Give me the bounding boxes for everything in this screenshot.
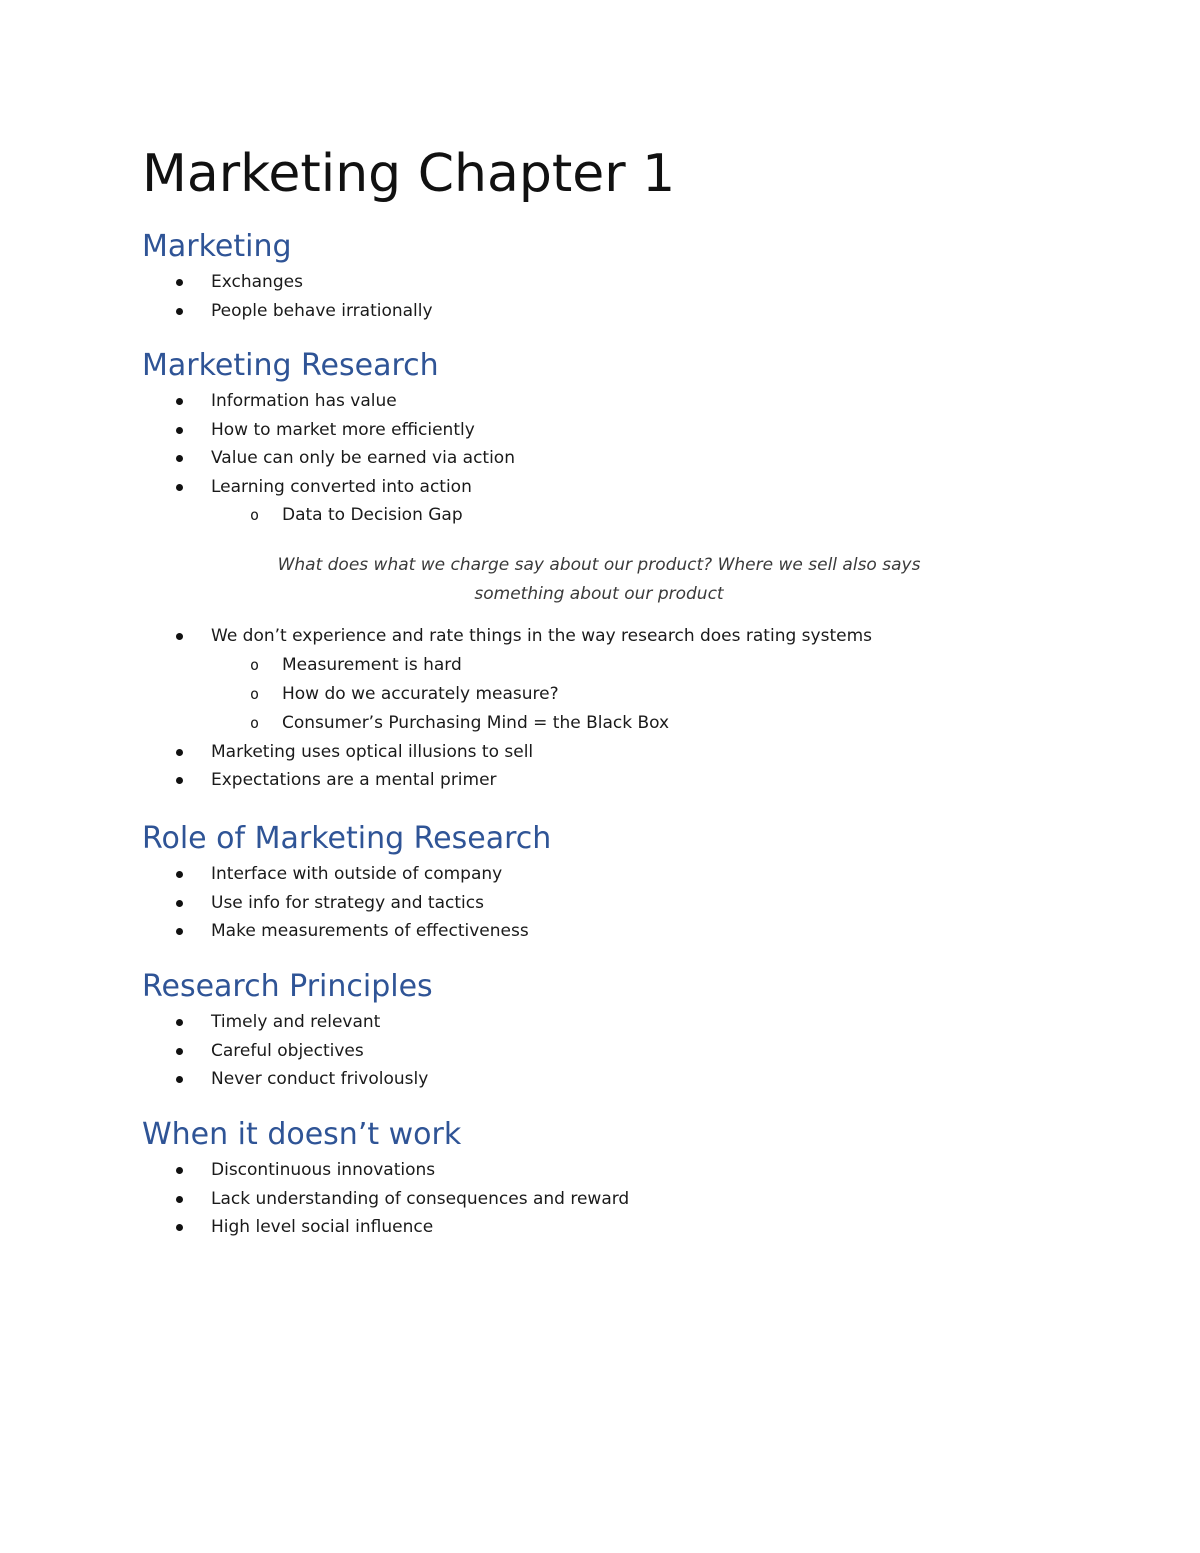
sub-list-item: o Consumer’s Purchasing Mind = the Black Box — [142, 709, 872, 738]
bullet-list — [142, 738, 872, 795]
list-item: High level social influence — [142, 1213, 629, 1242]
list-item: Learning converted into action — [142, 473, 515, 502]
sub-bullet-list — [142, 651, 872, 738]
section-heading: Marketing — [142, 229, 292, 264]
section-role-of-marketing-research — [142, 821, 551, 946]
bullet-list — [142, 387, 515, 501]
sub-list-item: o Data to Decision Gap — [142, 501, 515, 530]
section-marketing-research — [142, 348, 515, 530]
section-heading: Role of Marketing Research — [142, 821, 552, 856]
sub-bullet-list — [142, 501, 515, 530]
list-item: People behave irrationally — [142, 297, 433, 326]
list-item: Marketing uses optical illusions to sell — [142, 738, 872, 767]
bullet-list — [142, 1008, 433, 1094]
bullet-list — [142, 1156, 629, 1242]
section-research-principles — [142, 969, 433, 1094]
list-item: Discontinuous innovations — [142, 1156, 629, 1185]
list-item: Exchanges — [142, 268, 433, 297]
bullet-list — [142, 622, 872, 651]
section-heading: Research Principles — [142, 969, 433, 1004]
section-heading: When it doesn’t work — [142, 1117, 462, 1152]
sub-list-item: o How do we accurately measure? — [142, 680, 872, 709]
section-heading: Marketing Research — [142, 348, 439, 383]
italic-note — [142, 551, 1056, 608]
bullet-list — [142, 268, 433, 325]
sub-list-item: o Measurement is hard — [142, 651, 872, 680]
list-item: How to market more efficiently — [142, 416, 515, 445]
list-item: Never conduct frivolously — [142, 1065, 433, 1094]
note-line: something about our product — [474, 583, 724, 604]
note-line: What does what we charge say about our product? Where we sell also says — [277, 555, 921, 575]
list-item: Lack understanding of consequences and reward — [142, 1185, 629, 1214]
list-item: Use info for strategy and tactics — [142, 889, 551, 918]
section-marketing-research-cont — [142, 622, 872, 795]
list-item: Timely and relevant — [142, 1008, 433, 1037]
list-item: Interface with outside of company — [142, 860, 551, 889]
list-item: Make measurements of effectiveness — [142, 917, 551, 946]
list-item: Information has value — [142, 387, 515, 416]
section-marketing — [142, 229, 433, 325]
list-item: Careful objectives — [142, 1037, 433, 1066]
section-when-it-doesnt-work — [142, 1117, 629, 1242]
list-item: We don’t experience and rate things in the way research does rating systems — [142, 622, 872, 651]
bullet-list — [142, 860, 551, 946]
list-item: Expectations are a mental primer — [142, 766, 872, 795]
list-item: Value can only be earned via action — [142, 444, 515, 473]
document-title: Marketing Chapter 1 — [142, 144, 676, 204]
